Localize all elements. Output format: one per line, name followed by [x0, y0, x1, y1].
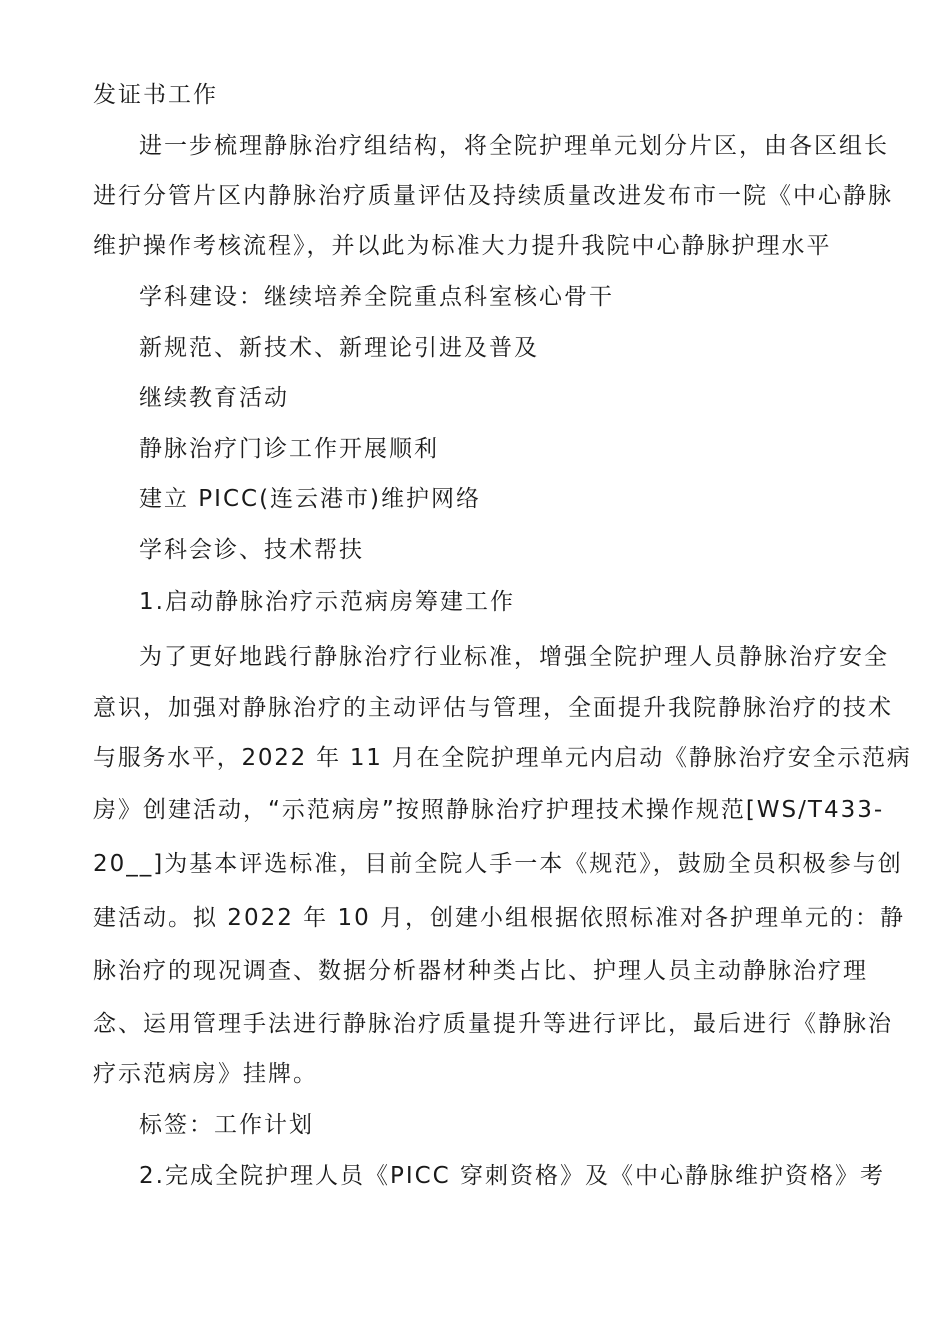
section-heading: 1.启动静脉治疗示范病房筹建工作: [139, 589, 515, 615]
list-item: 建立 PICC(连云港市)维护网络: [139, 486, 482, 512]
text-line: 疗示范病房》挂牌。: [93, 1061, 318, 1087]
text-line: 进行分管片区内静脉治疗质量评估及持续质量改进发布市一院《中心静脉: [93, 183, 893, 209]
text-line: 念、运用管理手法进行静脉治疗质量提升等进行评比，最后进行《静脉治: [93, 1011, 893, 1037]
tag-line: 标签：工作计划: [139, 1112, 314, 1138]
list-item: 静脉治疗门诊工作开展顺利: [139, 436, 439, 462]
text-line: 与服务水平，2022 年 11 月在全院护理单元内启动《静脉治疗安全示范病: [93, 745, 912, 771]
list-item: 新规范、新技术、新理论引进及普及: [139, 335, 539, 361]
paragraph-line: 为了更好地践行静脉治疗行业标准，增强全院护理人员静脉治疗安全: [139, 644, 889, 670]
text-line: 维护操作考核流程》，并以此为标准大力提升我院中心静脉护理水平: [93, 233, 832, 259]
list-item: 继续教育活动: [139, 385, 289, 411]
text-line: 20__]为基本评选标准，目前全院人手一本《规范》，鼓励全员积极参与创: [93, 851, 903, 877]
text-line: 建活动。拟 2022 年 10 月，创建小组根据依照标准对各护理单元的：静: [93, 905, 906, 931]
section-heading: 2.完成全院护理人员《PICC 穿刺资格》及《中心静脉维护资格》考: [139, 1163, 886, 1189]
text-line: 发证书工作: [93, 82, 218, 108]
list-item: 学科会诊、技术帮扶: [139, 537, 364, 563]
list-item: 学科建设：继续培养全院重点科室核心骨干: [139, 284, 614, 310]
text-line: 脉治疗的现况调查、数据分析器材种类占比、护理人员主动静脉治疗理: [93, 958, 868, 984]
text-line: 房》创建活动，“示范病房”按照静脉治疗护理技术操作规范[WS/T433-: [93, 797, 885, 823]
paragraph-line: 进一步梳理静脉治疗组结构，将全院护理单元划分片区，由各区组长: [139, 133, 889, 159]
text-line: 意识，加强对静脉治疗的主动评估与管理，全面提升我院静脉治疗的技术: [93, 695, 893, 721]
